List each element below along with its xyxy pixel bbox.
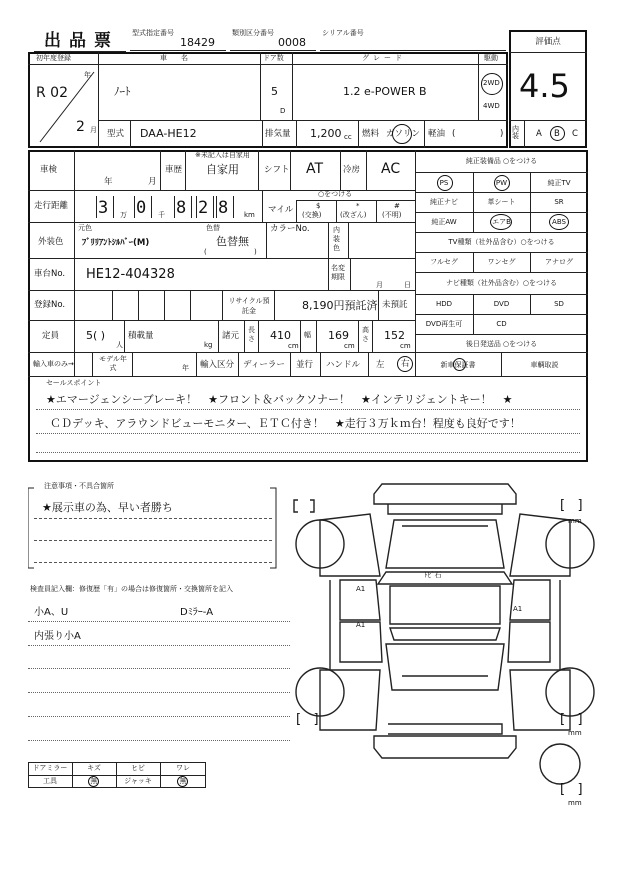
- tread-bracket-rear-right: [ ]: [560, 712, 583, 727]
- interior-label: 内装: [512, 125, 519, 140]
- man-unit: 万: [120, 211, 127, 219]
- first-reg-era: R 02: [36, 85, 68, 101]
- exchange-label[interactable]: (交換): [302, 211, 322, 219]
- shift-label: シフト: [264, 165, 290, 175]
- inspector-note-1b: Dﾐﾗｰ-A: [180, 607, 214, 618]
- notes-label: 注意事項・不具合箇所: [44, 482, 114, 490]
- type-cert-value: 18429: [180, 36, 215, 49]
- capacity-label: 定員: [42, 331, 60, 341]
- fuel-gasoline[interactable]: ガソリン: [386, 129, 421, 139]
- model-year-unit: 年: [182, 364, 189, 372]
- damage-a1-left-front-door: A1: [356, 585, 366, 593]
- legend-r2-c2: 無: [90, 777, 98, 785]
- model-value: DAA-HE12: [140, 127, 197, 140]
- grade-value: 1.2 e-POWER B: [343, 85, 427, 98]
- sales-label: セールスポイント: [46, 379, 102, 387]
- car-name: ﾉｰﾄ: [114, 85, 131, 98]
- chassis-value: HE12-404328: [86, 267, 175, 282]
- color-code-label: カラーNo.: [270, 224, 310, 234]
- exchange-symbol[interactable]: $: [316, 202, 321, 210]
- damage-a1-left-rear-door: A1: [356, 621, 366, 629]
- legend-r1-c4: ワレ: [176, 764, 190, 772]
- inspector-label: 検査員記入欄：修復歴「有」の場合は修復箇所・交換箇所を記入: [30, 585, 233, 593]
- drive-4wd[interactable]: 4WD: [483, 102, 500, 110]
- sen-unit: 千: [158, 211, 165, 219]
- navi-hdd[interactable]: HDD: [435, 300, 453, 308]
- car-damage-diagram: [290, 480, 600, 810]
- registration-label: 登録No.: [34, 300, 66, 310]
- door-count: 5: [271, 85, 278, 98]
- length-label: 長さ: [248, 326, 255, 343]
- tamper-symbol[interactable]: *: [356, 202, 360, 210]
- paren-close: ): [254, 248, 257, 256]
- orig-color-label: 元色: [78, 224, 92, 232]
- inspector-note-1a: 小A、U: [34, 607, 69, 618]
- navi-type-title: ナビ種類（社外品含む）○をつける: [445, 279, 558, 287]
- legend-r1-c3: ヒビ: [131, 764, 145, 772]
- roof-damage-note: ﾄﾋﾞ石: [424, 571, 442, 579]
- width-label: 幅: [304, 331, 311, 339]
- later-warranty[interactable]: 新車保証書: [440, 361, 476, 369]
- name-change-day: 日: [404, 281, 411, 289]
- tamper-label[interactable]: (改ざん): [340, 211, 367, 219]
- paren-open: (: [204, 248, 207, 256]
- capacity-value: 5( ): [86, 329, 106, 342]
- mileage-label: 走行距離: [34, 201, 69, 211]
- import-parallel[interactable]: 並行: [296, 360, 314, 370]
- unknown-label[interactable]: (不明): [382, 211, 402, 219]
- mileage-digit: 2: [198, 198, 209, 218]
- name-change-label: 名変期限: [331, 264, 345, 281]
- import-label: 輸入車のみ→: [33, 360, 74, 368]
- equip-ps[interactable]: PS: [439, 179, 449, 187]
- damage-a1-right-door: A1: [513, 605, 523, 613]
- import-dealer[interactable]: ディーラー: [243, 360, 285, 370]
- tread-unit-front-right: mm: [568, 517, 582, 525]
- length-unit: cm: [288, 342, 299, 350]
- tread-bracket-rear-left: [ ]: [296, 712, 319, 727]
- load-label: 積載量: [128, 331, 154, 341]
- class-number-value: 0008: [278, 36, 306, 49]
- cd[interactable]: CD: [496, 320, 507, 328]
- displacement-unit: cc: [344, 133, 352, 141]
- dims-label: 諸元: [222, 331, 240, 341]
- color-change-label: 色替: [206, 224, 220, 232]
- handle-right[interactable]: 右: [401, 359, 410, 369]
- score-value: 4.5: [519, 67, 570, 105]
- kg-unit: kg: [204, 341, 213, 349]
- sales-line-2: ＣＤデッキ、アラウンドビューモニター、ＥＴＣ付き！ ★走行３万ｋｍ台！程度も良好です！: [50, 417, 521, 430]
- notes-line-1: ★展示車の為、早い者勝ち: [42, 501, 173, 514]
- legend-r2-c1: 工具: [43, 777, 57, 785]
- type-cert-label: 型式指定番号: [132, 29, 174, 37]
- height-value: 152: [384, 329, 405, 342]
- page-title: 出品票: [44, 31, 119, 51]
- handle-left[interactable]: 左: [376, 360, 385, 370]
- color-change-value: 色替無: [216, 235, 249, 248]
- fuel-other-open: (: [452, 129, 456, 139]
- navi-sd[interactable]: SD: [554, 300, 564, 308]
- equip-abs[interactable]: ABS: [552, 218, 566, 226]
- month-unit: 月: [90, 126, 97, 134]
- doors-label: ドア数: [263, 54, 284, 62]
- interior-color-label: 内装色: [333, 226, 340, 252]
- recycle-unpaid[interactable]: 未預託: [382, 300, 408, 310]
- mile-label: マイル: [268, 205, 294, 215]
- displacement-value: 1,200: [310, 127, 342, 140]
- history-value: 自家用: [206, 163, 239, 176]
- tv-oneseg[interactable]: ワンセグ: [487, 258, 516, 266]
- tv-analog[interactable]: アナログ: [545, 258, 573, 266]
- first-reg-month: 2: [76, 119, 85, 135]
- ac-value: AC: [381, 161, 401, 177]
- name-change-month: 月: [376, 281, 383, 289]
- equip-aw[interactable]: 純正AW: [431, 218, 457, 226]
- first-reg-label: 初年度登録: [36, 54, 71, 62]
- inspection-label: 車検: [40, 165, 58, 175]
- later-title: 後日発送品 ○をつける: [465, 340, 538, 348]
- class-number-label: 類別区分番号: [232, 29, 274, 37]
- inspection-month-unit: 月: [148, 177, 157, 187]
- mileage-digit: 8: [218, 198, 229, 218]
- interior-a[interactable]: A: [536, 129, 542, 139]
- displacement-label: 排気量: [265, 129, 291, 139]
- import-class-label: 輸入区分: [200, 360, 235, 370]
- score-label: 評価点: [535, 37, 561, 47]
- year-unit: 年: [84, 71, 91, 79]
- equip-tv[interactable]: 純正TV: [547, 179, 571, 187]
- inspection-year-unit: 年: [104, 177, 113, 187]
- chassis-label: 車台No.: [34, 269, 66, 279]
- exchange-title: ○をつける: [318, 190, 353, 198]
- equip-navi[interactable]: 純正ナビ: [430, 198, 458, 206]
- notes-bracket: [28, 484, 280, 574]
- tread-unit-rear-right: mm: [568, 729, 582, 737]
- fuel-diesel[interactable]: 軽油: [428, 129, 446, 139]
- legend-r2-c3: ジャッキ: [124, 777, 152, 785]
- drive-2wd[interactable]: 2WD: [483, 79, 500, 87]
- mileage-digit: 0: [136, 198, 147, 218]
- legend-r1-c2: キズ: [87, 764, 101, 772]
- tread-bracket-spare: [ ]: [560, 782, 583, 797]
- interior-b[interactable]: B: [554, 129, 560, 139]
- history-note: ※未記入は自家用: [195, 151, 250, 159]
- tv-type-title: TV種類（社外品含む）○をつける: [448, 238, 555, 246]
- height-unit: cm: [400, 342, 411, 350]
- tv-fullseg[interactable]: フルセグ: [430, 258, 458, 266]
- km-unit: km: [244, 211, 255, 219]
- drive-label: 駆動: [484, 54, 498, 62]
- dvd-play[interactable]: DVD再生可: [425, 320, 463, 328]
- equip-pw[interactable]: PW: [495, 179, 508, 187]
- interior-c[interactable]: C: [572, 129, 578, 139]
- sales-line-1: ★エマージェンシーブレーキ！ ★フロント＆バックソナー！ ★インテリジェントキー！ ★: [46, 393, 513, 406]
- legend-r2-c4: 無: [179, 777, 187, 785]
- exterior-label: 外装色: [38, 237, 64, 247]
- door-suffix: D: [280, 107, 286, 115]
- inspector-note-2: 内張り小A: [34, 631, 81, 642]
- equip-airbag[interactable]: エアB: [492, 218, 511, 226]
- recycle-value: 8,190円預託済: [302, 299, 378, 312]
- width-value: 169: [328, 329, 349, 342]
- fuel-other-close: ): [500, 129, 504, 139]
- handle-label: ハンドル: [326, 360, 361, 370]
- history-label: 車歴: [165, 165, 183, 175]
- width-unit: cm: [344, 342, 355, 350]
- legend-r1-c1: ドアミラー: [32, 764, 68, 772]
- fuel-label: 燃料: [362, 129, 380, 139]
- serial-label: シリアル番号: [322, 29, 364, 37]
- model-label: 型式: [107, 129, 125, 139]
- navi-dvd[interactable]: DVD: [493, 300, 510, 308]
- equip-sr[interactable]: SR: [554, 198, 564, 206]
- tread-bracket-front-right: [ ]: [560, 498, 583, 513]
- tread-unit-spare: mm: [568, 799, 582, 807]
- equipment-title: 純正装備品 ○をつける: [465, 157, 538, 165]
- length-value: 410: [270, 329, 291, 342]
- ac-label: 冷房: [343, 165, 361, 175]
- orig-color: ﾌﾞﾘﾘｱﾝﾄｼﾙﾊﾞｰ(M): [82, 238, 150, 248]
- recycle-label: リサイクル預託金: [228, 297, 270, 315]
- mileage-digit: 8: [176, 198, 187, 218]
- equip-leather[interactable]: 革シート: [487, 198, 516, 206]
- unknown-symbol[interactable]: #: [394, 202, 400, 210]
- car-name-label: 車名: [160, 54, 202, 62]
- height-label: 高さ: [362, 326, 369, 343]
- person-unit: 人: [116, 341, 123, 349]
- grade-label: グレード: [362, 54, 406, 62]
- model-year-label: モデル年式: [99, 355, 127, 372]
- later-manual[interactable]: 車輌取説: [530, 361, 559, 369]
- shift-value: AT: [306, 161, 324, 177]
- mileage-digit: 3: [98, 198, 109, 218]
